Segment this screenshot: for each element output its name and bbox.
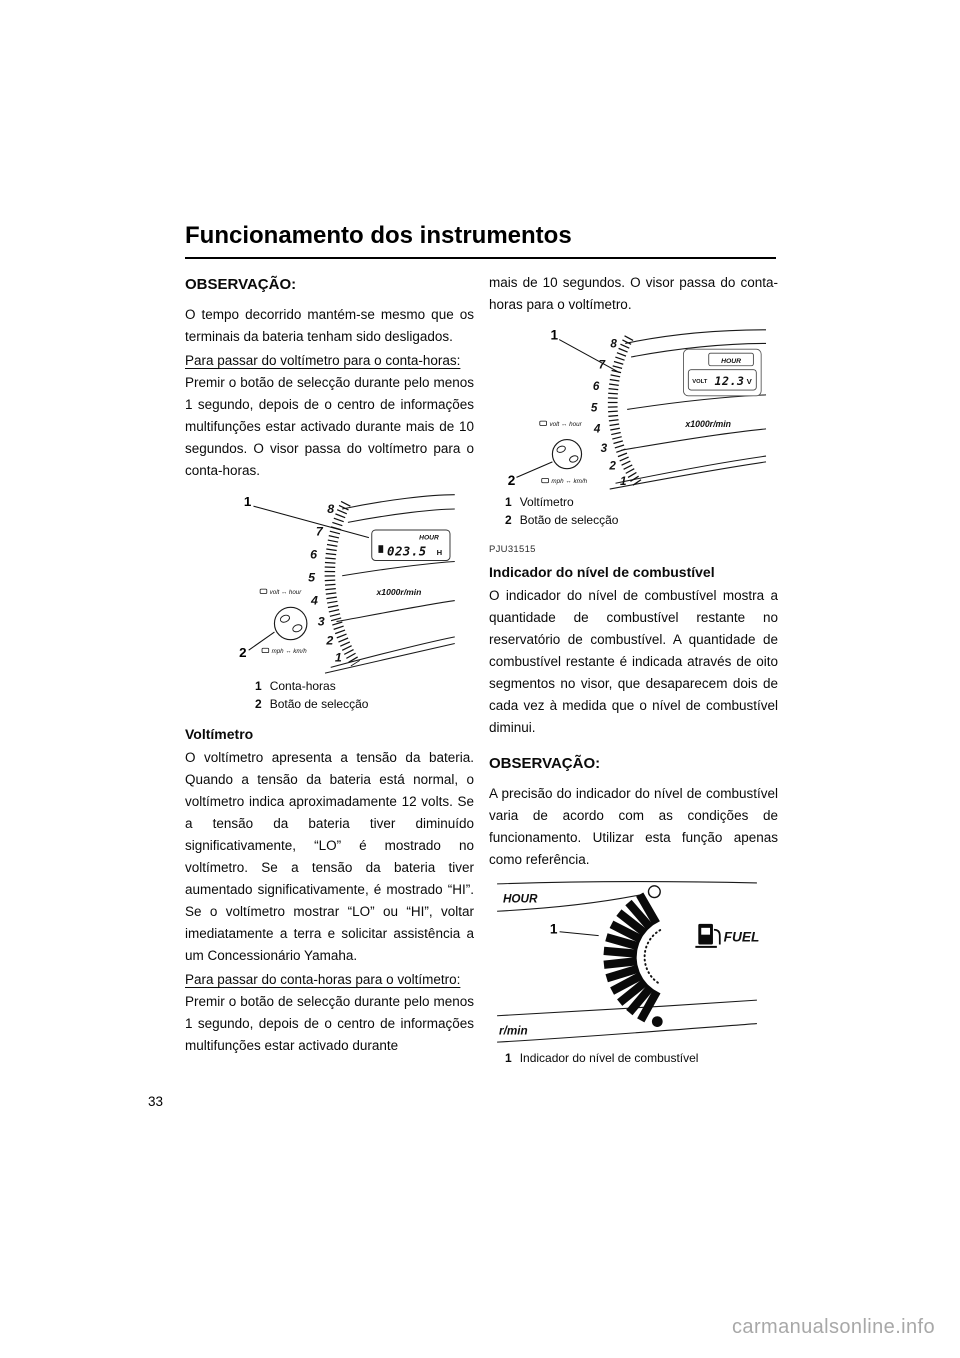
rpm-scale-label: x1000r/min: [685, 418, 731, 429]
tach-number: 5: [590, 401, 598, 415]
tach-tick-band: [330, 503, 356, 663]
panel-lines: [325, 495, 455, 673]
button-icon: [540, 421, 547, 425]
fuel-label: FUEL: [723, 929, 759, 945]
tach-number: 1: [620, 475, 627, 489]
legend-number: 1: [505, 1051, 512, 1065]
indicator-circle: [648, 886, 660, 898]
button-icon: [542, 478, 549, 482]
procedure-title-hourmeter-to-voltmeter: Para passar do conta-horas para o voltímetro:: [185, 972, 461, 987]
fuel-pump-icon: [695, 924, 719, 947]
note-paragraph: A precisão do indicador do nível de combustível varia de acordo com as condições de funcionamento. Utilizar esta função apenas como referência.: [489, 786, 778, 867]
volt-hour-button-label: volt ↔ hour: [549, 420, 582, 428]
mph-kmh-button-label: mph ↔ km/h: [271, 648, 307, 656]
tach-number: 7: [598, 358, 606, 372]
right-column: [489, 272, 778, 1067]
hour-label: HOUR: [419, 534, 439, 542]
page-title: Funcionamento dos instrumentos: [185, 222, 572, 249]
tach-number: 4: [311, 593, 318, 608]
volt-label: VOLT: [692, 379, 708, 386]
note-heading: OBSERVAÇÃO:: [489, 755, 601, 772]
procedure-paragraph: Premir o botão de selecção durante pelo menos 1 segundo, depois de o centro de informações multifunções estar activado durante: [185, 994, 474, 1053]
tach-number: 5: [308, 570, 316, 585]
hour-meter-illustration: [235, 488, 457, 675]
figure-fuel-gauge: [495, 879, 778, 1047]
callout-1: [550, 922, 599, 937]
tach-number: 3: [600, 442, 608, 456]
procedure-paragraph: Premir o botão de selecção durante pelo menos 1 segundo, depois de o centro de informações multifunções estar activado durante mais de 10 segundos. O visor passa do voltímetro para o conta-horas.: [185, 375, 474, 478]
button-labels: [540, 421, 588, 485]
legend-item: [505, 511, 778, 529]
callout-number: 1: [549, 921, 558, 937]
note-paragraph: O tempo decorrido mantém-se mesmo que os terminais da bateria tenham sido desligados.: [185, 307, 474, 344]
mph-kmh-button-label: mph ↔ km/h: [551, 478, 588, 486]
voltmeter-value: 12.3: [714, 374, 745, 389]
legend-item: [255, 695, 474, 713]
figure-hour-meter: [235, 488, 474, 675]
tach-number: 7: [315, 524, 323, 539]
rpm-scale-label: r/min: [499, 1024, 528, 1038]
tach-tick-band: [613, 338, 639, 489]
voltmeter-illustration: [497, 324, 769, 491]
legend-label: Indicador do nível de combustível: [519, 1051, 699, 1065]
tach-number: 1: [334, 650, 342, 665]
figure-legend: [505, 1049, 778, 1067]
legend-item: [255, 677, 474, 695]
title-rule: [185, 257, 776, 259]
callout-number: 2: [507, 473, 516, 489]
legend-label: Voltímetro: [519, 495, 574, 509]
hour-meter-unit: H: [436, 547, 443, 557]
figure-legend: [255, 677, 474, 713]
callout-1: [244, 494, 369, 537]
tach-number: 4: [593, 422, 601, 436]
continuation-paragraph: mais de 10 segundos. O visor passa do conta-horas para o voltímetro.: [489, 275, 778, 312]
fuel-indicator-heading: Indicador do nível de combustível: [489, 564, 715, 580]
fuel-gauge-illustration: [495, 879, 759, 1047]
voltmeter-heading: Voltímetro: [185, 726, 254, 742]
hour-label: HOUR: [502, 892, 538, 906]
callout-number: 1: [550, 327, 559, 343]
callout-2: [239, 632, 274, 660]
tach-numbers: [308, 502, 342, 665]
legend-number: 1: [505, 495, 512, 509]
note-heading: OBSERVAÇÃO:: [185, 276, 297, 293]
page-number: 33: [148, 1094, 164, 1109]
hour-meter-display: [372, 530, 450, 561]
tach-number: 6: [310, 547, 318, 562]
fuel-indicator-paragraph: O indicador do nível de combustível mostra a quantidade de combustível restante no reservatório de combustível. A quantidade de combustível restante é indicada através de oito segmentos no visor, que desaparecem dois de cada vez à medida que o nível de combustível diminui.: [489, 588, 778, 735]
voltmeter-paragraph: O voltímetro apresenta a tensão da bateria. Quando a tensão da bateria está normal, o voltímetro indica aproximadamente 12 volts. Se a tensão da bateria tiver diminuído significativamente, “LO” é mostrado no voltímetro. Se a tensão da bateria tiver aumentado significativamente, é mostrado “HI”. Se o voltímetro mostrar “LO” ou “HI”, voltar imediatamente a terra e solicitar assistência a um Concessionário Yamaha.: [185, 750, 474, 963]
hourglass-icon: [378, 545, 383, 553]
button-icon: [262, 648, 269, 652]
tach-number: 8: [327, 501, 335, 516]
legend-item: [505, 493, 778, 511]
tach-number: 8: [610, 337, 617, 351]
voltmeter-unit: V: [746, 377, 752, 387]
hour-meter-value: 023.5: [387, 543, 427, 559]
voltmeter-display: [683, 349, 761, 396]
legend-item: [505, 1049, 778, 1067]
indicator-dot: [652, 1016, 663, 1027]
section-code: PJU31515: [489, 544, 536, 555]
select-button-pod: [552, 440, 581, 469]
watermark: carmanualsonline.info: [732, 1316, 935, 1338]
legend-label: Botão de selecção: [269, 697, 369, 711]
segment-dotted-arc: [645, 930, 661, 984]
left-column: [185, 272, 474, 1059]
legend-number: 2: [255, 697, 262, 711]
legend-number: 2: [505, 513, 512, 527]
callout-1: [550, 328, 619, 373]
select-button-pod: [274, 607, 306, 639]
figure-legend: [505, 493, 778, 529]
callout-2: [508, 462, 553, 488]
fuel-segments: [604, 895, 657, 1021]
button-icon: [260, 589, 267, 593]
tach-number: 2: [326, 633, 334, 648]
tach-number: 2: [609, 459, 616, 473]
callout-number: 2: [239, 644, 247, 660]
tach-number: 3: [317, 614, 325, 629]
hour-label: HOUR: [721, 357, 742, 365]
tach-number: 6: [592, 380, 600, 394]
figure-voltmeter: [497, 324, 778, 491]
procedure-title-voltmeter-to-hourmeter: Para passar do voltímetro para o conta-horas:: [185, 353, 461, 368]
rpm-scale-label: x1000r/min: [376, 586, 422, 597]
legend-number: 1: [255, 679, 262, 693]
page-header: [185, 222, 776, 259]
volt-hour-button-label: volt ↔ hour: [269, 588, 302, 596]
callout-number: 1: [243, 494, 252, 510]
legend-label: Botão de selecção: [519, 513, 619, 527]
legend-label: Conta-horas: [269, 679, 336, 693]
